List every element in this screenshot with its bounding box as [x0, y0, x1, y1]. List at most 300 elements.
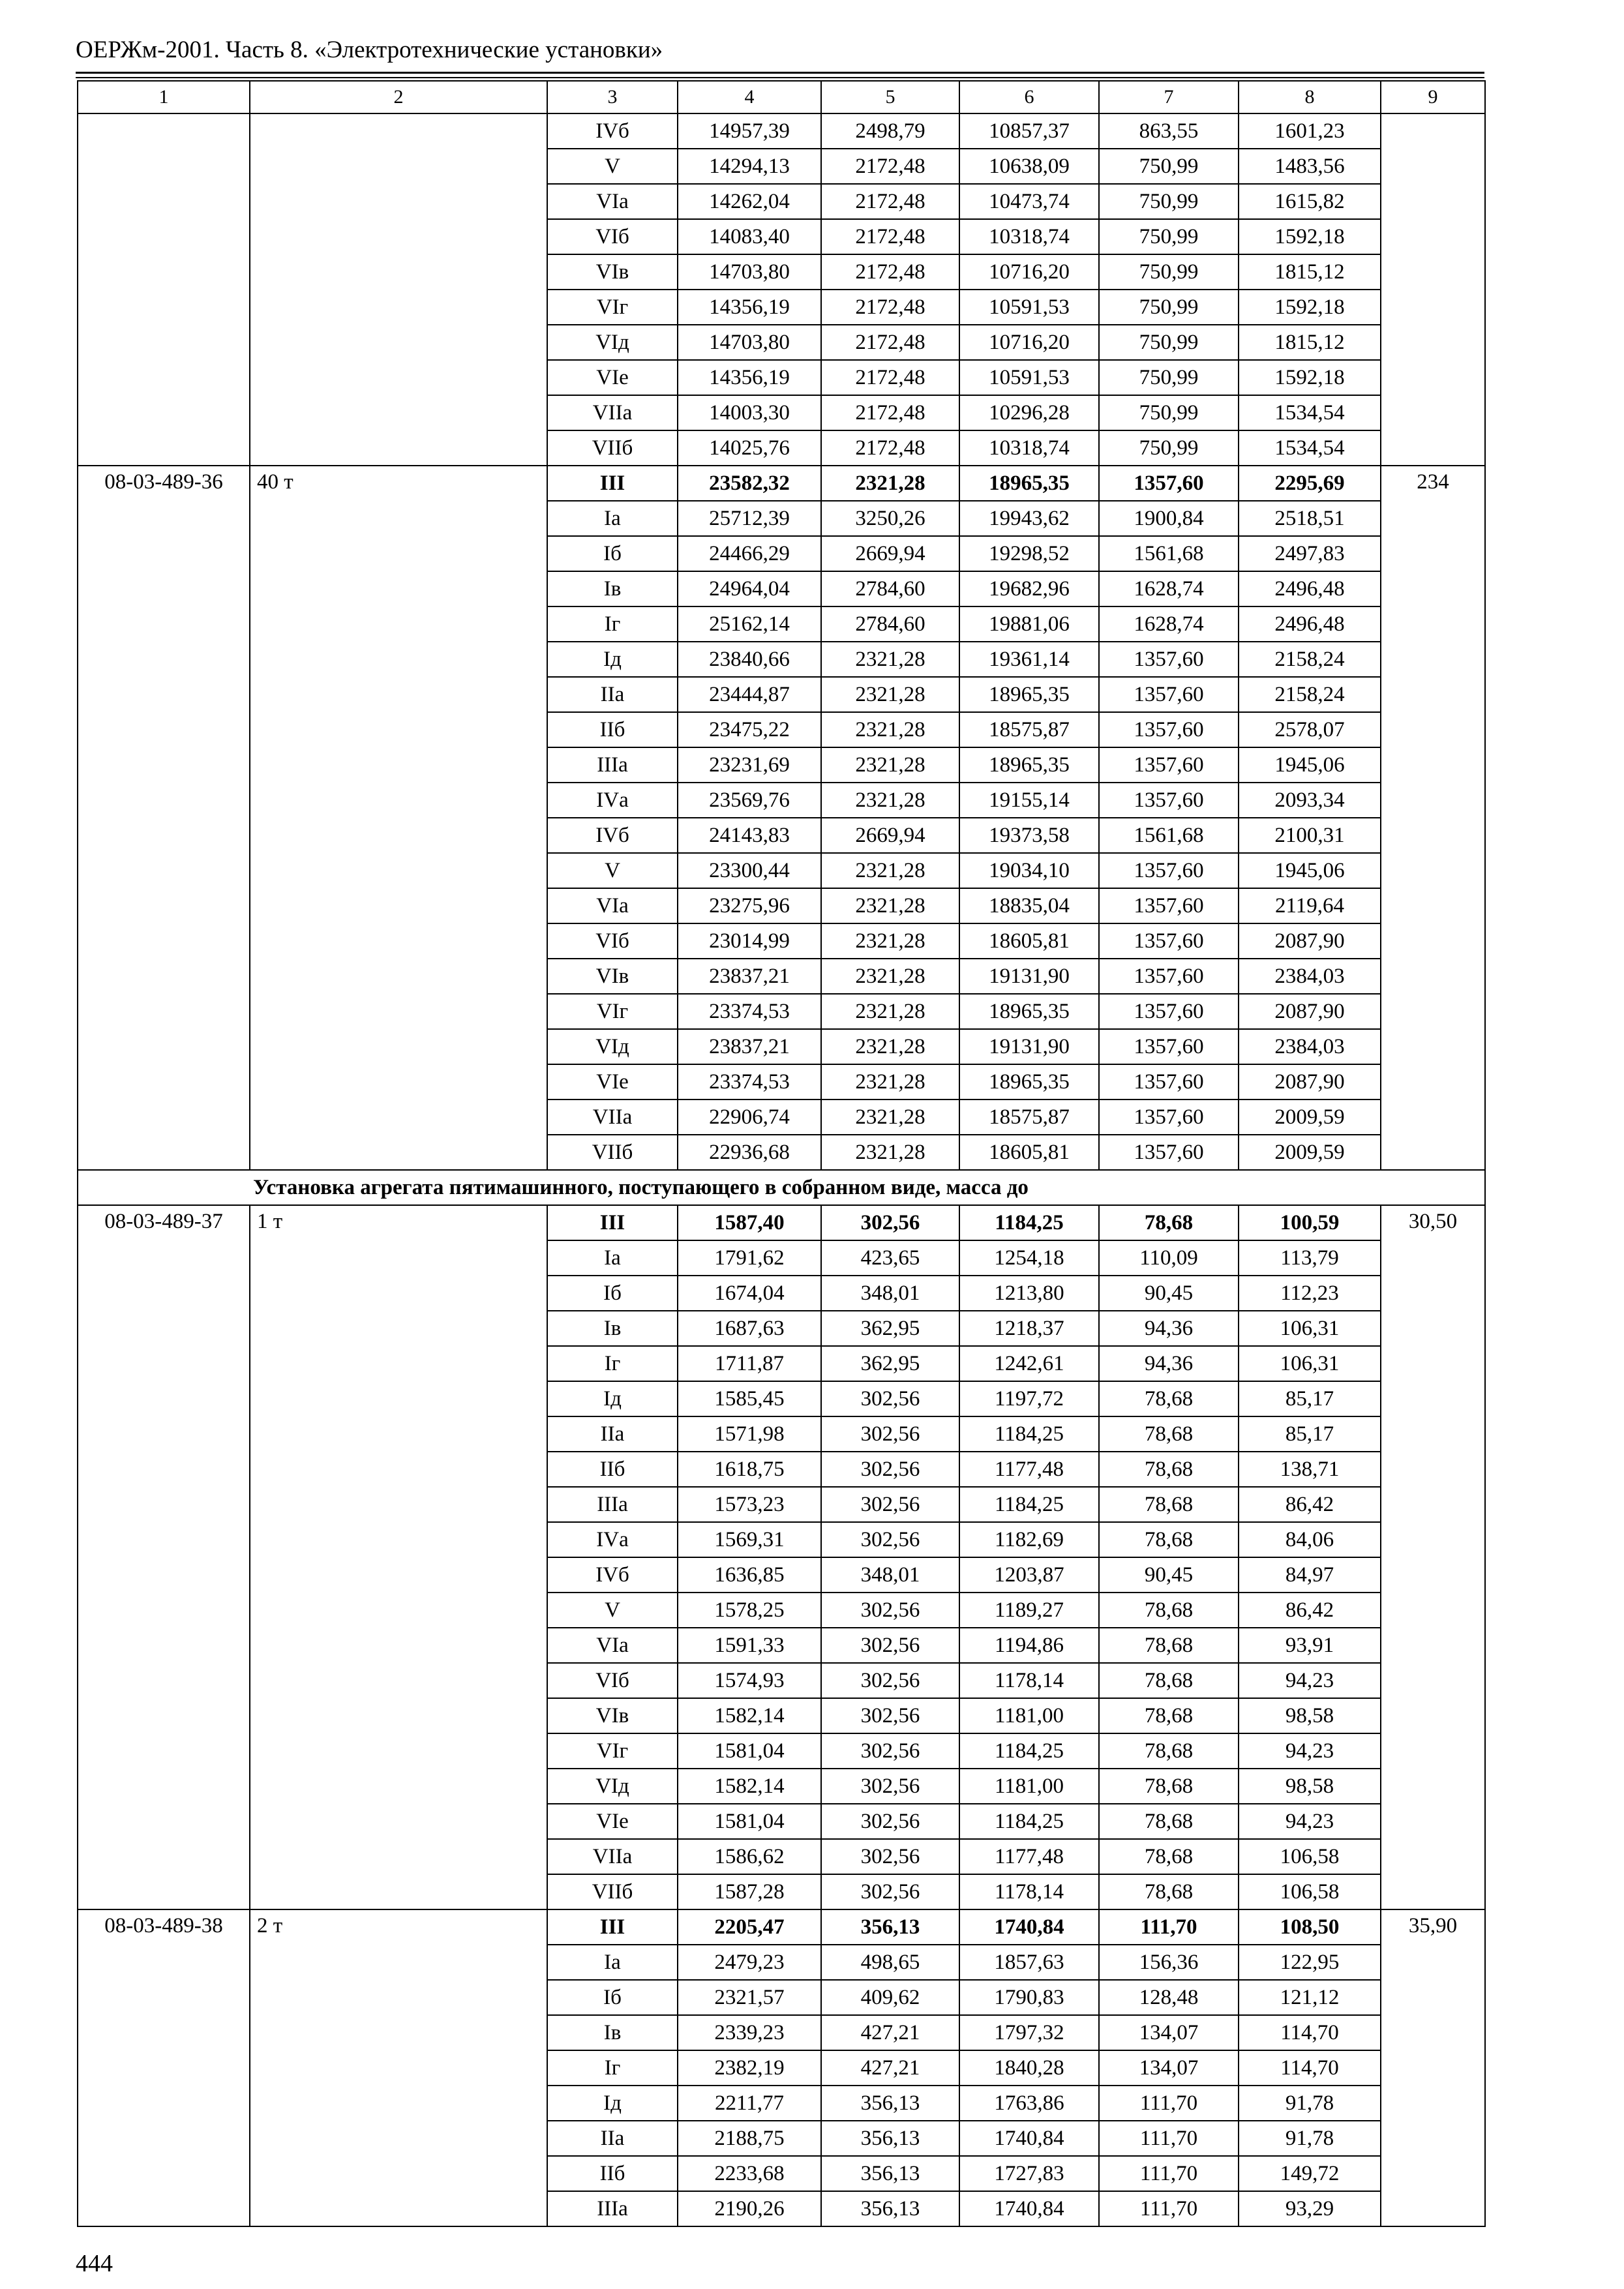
wages-cell: 348,01 — [821, 1557, 959, 1593]
column-number: 6 — [959, 81, 1099, 113]
materials-cost-cell: 86,42 — [1239, 1487, 1381, 1522]
machinist-wages-cell: 750,99 — [1099, 360, 1239, 395]
total-cost-cell: 24143,83 — [678, 818, 821, 853]
machinist-wages-cell: 78,68 — [1099, 1839, 1239, 1874]
wages-cell: 2784,60 — [821, 571, 959, 606]
machine-cost-cell: 1177,48 — [959, 1452, 1099, 1487]
zone-cell: Iд — [547, 2086, 678, 2121]
total-cost-cell: 14003,30 — [678, 395, 821, 430]
zone-cell: V — [547, 853, 678, 888]
zone-cell: VIв — [547, 959, 678, 994]
machinist-wages-cell: 1357,60 — [1099, 1135, 1239, 1170]
column-number: 7 — [1099, 81, 1239, 113]
materials-cost-cell: 1592,18 — [1239, 290, 1381, 325]
zone-cell: VIг — [547, 1733, 678, 1769]
machine-cost-cell: 1840,28 — [959, 2050, 1099, 2086]
wages-cell: 2321,28 — [821, 1064, 959, 1100]
wages-cell: 302,56 — [821, 1698, 959, 1733]
machine-cost-cell: 1184,25 — [959, 1804, 1099, 1839]
machinist-wages-cell: 78,68 — [1099, 1205, 1239, 1240]
wages-cell: 302,56 — [821, 1733, 959, 1769]
materials-cost-cell: 2158,24 — [1239, 642, 1381, 677]
total-cost-cell: 23231,69 — [678, 747, 821, 783]
wages-cell: 362,95 — [821, 1346, 959, 1381]
machinist-wages-cell: 78,68 — [1099, 1628, 1239, 1663]
total-cost-cell: 1585,45 — [678, 1381, 821, 1416]
total-cost-cell: 23837,21 — [678, 1029, 821, 1064]
wages-cell: 302,56 — [821, 1804, 959, 1839]
zone-cell: VIд — [547, 1769, 678, 1804]
machine-cost-cell: 1197,72 — [959, 1381, 1099, 1416]
materials-cost-cell: 112,23 — [1239, 1276, 1381, 1311]
wages-cell: 2321,28 — [821, 923, 959, 959]
table-body — [78, 81, 1485, 2226]
wages-cell: 302,56 — [821, 1452, 959, 1487]
zone-cell: Iб — [547, 536, 678, 571]
machine-cost-cell: 1184,25 — [959, 1416, 1099, 1452]
machinist-wages-cell: 94,36 — [1099, 1346, 1239, 1381]
materials-cost-cell: 85,17 — [1239, 1416, 1381, 1452]
materials-cost-cell: 2496,48 — [1239, 606, 1381, 642]
machinist-wages-cell: 863,55 — [1099, 113, 1239, 149]
materials-cost-cell: 100,59 — [1239, 1205, 1381, 1240]
total-cost-cell: 1711,87 — [678, 1346, 821, 1381]
zone-cell: VIб — [547, 1663, 678, 1698]
code-cell: 08-03-489-36 — [78, 466, 250, 1170]
zone-cell: VIа — [547, 888, 678, 923]
machine-cost-cell: 1177,48 — [959, 1839, 1099, 1874]
total-cost-cell: 22936,68 — [678, 1135, 821, 1170]
total-cost-cell: 1573,23 — [678, 1487, 821, 1522]
total-cost-cell: 1574,93 — [678, 1663, 821, 1698]
zone-cell: Iг — [547, 606, 678, 642]
total-cost-cell: 1636,85 — [678, 1557, 821, 1593]
zone-cell: Iг — [547, 2050, 678, 2086]
total-cost-cell: 23374,53 — [678, 994, 821, 1029]
machine-cost-cell: 1184,25 — [959, 1205, 1099, 1240]
wages-cell: 2321,28 — [821, 1135, 959, 1170]
materials-cost-cell: 2158,24 — [1239, 677, 1381, 712]
total-cost-cell: 14703,80 — [678, 254, 821, 290]
materials-cost-cell: 1534,54 — [1239, 395, 1381, 430]
total-cost-cell: 23475,22 — [678, 712, 821, 747]
table-row — [78, 113, 1485, 149]
materials-cost-cell: 2497,83 — [1239, 536, 1381, 571]
machinist-wages-cell: 1357,60 — [1099, 466, 1239, 501]
zone-cell: VIв — [547, 1698, 678, 1733]
machinist-wages-cell: 78,68 — [1099, 1733, 1239, 1769]
total-cost-cell: 23444,87 — [678, 677, 821, 712]
wages-cell: 3250,26 — [821, 501, 959, 536]
materials-cost-cell: 2087,90 — [1239, 1064, 1381, 1100]
zone-cell: IIб — [547, 1452, 678, 1487]
total-cost-cell: 1586,62 — [678, 1839, 821, 1874]
total-cost-cell: 23840,66 — [678, 642, 821, 677]
total-cost-cell: 23374,53 — [678, 1064, 821, 1100]
zone-cell: VIIа — [547, 395, 678, 430]
machine-cost-cell: 18965,35 — [959, 466, 1099, 501]
machinist-wages-cell: 1357,60 — [1099, 1100, 1239, 1135]
machine-cost-cell: 10716,20 — [959, 325, 1099, 360]
machine-cost-cell: 19131,90 — [959, 1029, 1099, 1064]
materials-cost-cell: 114,70 — [1239, 2015, 1381, 2050]
machine-cost-cell: 1213,80 — [959, 1276, 1099, 1311]
machine-cost-cell: 18965,35 — [959, 747, 1099, 783]
materials-cost-cell: 93,91 — [1239, 1628, 1381, 1663]
wages-cell: 2172,48 — [821, 360, 959, 395]
table-row — [78, 466, 1485, 501]
machine-cost-cell: 19682,96 — [959, 571, 1099, 606]
total-cost-cell: 2190,26 — [678, 2191, 821, 2226]
wages-cell: 302,56 — [821, 1874, 959, 1909]
machinist-wages-cell: 750,99 — [1099, 149, 1239, 184]
machine-cost-cell: 18965,35 — [959, 1064, 1099, 1100]
wages-cell: 2321,28 — [821, 642, 959, 677]
machine-cost-cell: 1184,25 — [959, 1733, 1099, 1769]
materials-cost-cell: 149,72 — [1239, 2156, 1381, 2191]
machine-cost-cell: 18605,81 — [959, 923, 1099, 959]
zone-cell: IVа — [547, 1522, 678, 1557]
machinist-wages-cell: 78,68 — [1099, 1381, 1239, 1416]
code-cell: 08-03-489-38 — [78, 1909, 250, 2226]
code-cell: 08-03-489-37 — [78, 1205, 250, 1909]
machine-cost-cell: 1203,87 — [959, 1557, 1099, 1593]
wages-cell: 302,56 — [821, 1522, 959, 1557]
machinist-wages-cell: 78,68 — [1099, 1874, 1239, 1909]
section-title: Установка агрегата пятимашинного, поступающего в собранном виде, масса до — [78, 1170, 1485, 1205]
wages-cell: 2172,48 — [821, 430, 959, 466]
price-table — [77, 80, 1486, 2227]
wages-cell: 356,13 — [821, 2191, 959, 2226]
section-row — [78, 1170, 1485, 1205]
total-cost-cell: 1587,40 — [678, 1205, 821, 1240]
machinist-wages-cell: 1357,60 — [1099, 923, 1239, 959]
document-header: ОЕРЖм-2001. Часть 8. «Электротехнические установки» — [76, 37, 663, 63]
zone-cell: Iа — [547, 501, 678, 536]
total-cost-cell: 14294,13 — [678, 149, 821, 184]
total-cost-cell: 23300,44 — [678, 853, 821, 888]
zone-cell: VIд — [547, 1029, 678, 1064]
machinist-wages-cell: 111,70 — [1099, 2086, 1239, 2121]
zone-cell: VIв — [547, 254, 678, 290]
materials-cost-cell: 94,23 — [1239, 1663, 1381, 1698]
total-cost-cell: 23275,96 — [678, 888, 821, 923]
materials-cost-cell: 85,17 — [1239, 1381, 1381, 1416]
wages-cell: 302,56 — [821, 1663, 959, 1698]
materials-cost-cell: 2295,69 — [1239, 466, 1381, 501]
zone-cell: VIе — [547, 1064, 678, 1100]
total-cost-cell: 1791,62 — [678, 1240, 821, 1276]
machine-cost-cell: 19131,90 — [959, 959, 1099, 994]
materials-cost-cell: 1615,82 — [1239, 184, 1381, 219]
zone-cell: VIд — [547, 325, 678, 360]
zone-cell: Iв — [547, 571, 678, 606]
wages-cell: 302,56 — [821, 1839, 959, 1874]
machine-cost-cell: 10716,20 — [959, 254, 1099, 290]
wages-cell: 2172,48 — [821, 325, 959, 360]
total-cost-cell: 2321,57 — [678, 1980, 821, 2015]
machinist-wages-cell: 156,36 — [1099, 1945, 1239, 1980]
wages-cell: 2172,48 — [821, 149, 959, 184]
materials-cost-cell: 1483,56 — [1239, 149, 1381, 184]
materials-cost-cell: 1592,18 — [1239, 219, 1381, 254]
machinist-wages-cell: 750,99 — [1099, 290, 1239, 325]
materials-cost-cell: 1592,18 — [1239, 360, 1381, 395]
machinist-wages-cell: 111,70 — [1099, 2156, 1239, 2191]
materials-cost-cell: 2009,59 — [1239, 1135, 1381, 1170]
machine-cost-cell: 1194,86 — [959, 1628, 1099, 1663]
wages-cell: 356,13 — [821, 2086, 959, 2121]
zone-cell: VIа — [547, 184, 678, 219]
machine-cost-cell: 1797,32 — [959, 2015, 1099, 2050]
zone-cell: VIIб — [547, 1135, 678, 1170]
zone-cell: Iд — [547, 642, 678, 677]
wages-cell: 2321,28 — [821, 747, 959, 783]
materials-cost-cell: 1945,06 — [1239, 747, 1381, 783]
zone-cell: VIIб — [547, 430, 678, 466]
machine-cost-cell: 1189,27 — [959, 1593, 1099, 1628]
name-cell: 40 т — [250, 466, 547, 1170]
machinist-wages-cell: 1357,60 — [1099, 747, 1239, 783]
machinist-wages-cell: 78,68 — [1099, 1452, 1239, 1487]
zone-cell: VIе — [547, 1804, 678, 1839]
total-cost-cell: 2205,47 — [678, 1909, 821, 1945]
machinist-wages-cell: 111,70 — [1099, 2121, 1239, 2156]
materials-cost-cell: 108,50 — [1239, 1909, 1381, 1945]
materials-cost-cell: 106,31 — [1239, 1346, 1381, 1381]
machinist-wages-cell: 750,99 — [1099, 184, 1239, 219]
machine-cost-cell: 19034,10 — [959, 853, 1099, 888]
wages-cell: 302,56 — [821, 1769, 959, 1804]
total-cost-cell: 2233,68 — [678, 2156, 821, 2191]
machine-cost-cell: 10591,53 — [959, 360, 1099, 395]
total-cost-cell: 2479,23 — [678, 1945, 821, 1980]
machinist-wages-cell: 750,99 — [1099, 395, 1239, 430]
name-cell — [250, 113, 547, 466]
wages-cell: 427,21 — [821, 2015, 959, 2050]
zone-cell: III — [547, 1909, 678, 1945]
machinist-wages-cell: 1357,60 — [1099, 1029, 1239, 1064]
zone-cell: Iв — [547, 2015, 678, 2050]
materials-cost-cell: 114,70 — [1239, 2050, 1381, 2086]
zone-cell: VIб — [547, 923, 678, 959]
machinist-wages-cell: 1357,60 — [1099, 994, 1239, 1029]
column-number: 3 — [547, 81, 678, 113]
extra-cell: 234 — [1381, 466, 1485, 1170]
zone-cell: Iв — [547, 1311, 678, 1346]
column-number: 8 — [1239, 81, 1381, 113]
total-cost-cell: 1687,63 — [678, 1311, 821, 1346]
materials-cost-cell: 2119,64 — [1239, 888, 1381, 923]
wages-cell: 2172,48 — [821, 395, 959, 430]
materials-cost-cell: 84,97 — [1239, 1557, 1381, 1593]
machinist-wages-cell: 78,68 — [1099, 1804, 1239, 1839]
wages-cell: 362,95 — [821, 1311, 959, 1346]
total-cost-cell: 1591,33 — [678, 1628, 821, 1663]
materials-cost-cell: 1534,54 — [1239, 430, 1381, 466]
zone-cell: VIе — [547, 360, 678, 395]
machine-cost-cell: 10473,74 — [959, 184, 1099, 219]
wages-cell: 2172,48 — [821, 219, 959, 254]
materials-cost-cell: 94,23 — [1239, 1733, 1381, 1769]
zone-cell: VIIа — [547, 1839, 678, 1874]
machinist-wages-cell: 90,45 — [1099, 1557, 1239, 1593]
materials-cost-cell: 2496,48 — [1239, 571, 1381, 606]
wages-cell: 302,56 — [821, 1381, 959, 1416]
total-cost-cell: 1618,75 — [678, 1452, 821, 1487]
machine-cost-cell: 1178,14 — [959, 1874, 1099, 1909]
machine-cost-cell: 10296,28 — [959, 395, 1099, 430]
machine-cost-cell: 1790,83 — [959, 1980, 1099, 2015]
machinist-wages-cell: 111,70 — [1099, 1909, 1239, 1945]
wages-cell: 2321,28 — [821, 994, 959, 1029]
materials-cost-cell: 2384,03 — [1239, 959, 1381, 994]
wages-cell: 2321,28 — [821, 888, 959, 923]
total-cost-cell: 23014,99 — [678, 923, 821, 959]
table-row — [78, 1205, 1485, 1240]
zone-cell: III — [547, 1205, 678, 1240]
machine-cost-cell: 10638,09 — [959, 149, 1099, 184]
machine-cost-cell: 18575,87 — [959, 1100, 1099, 1135]
name-cell: 1 т — [250, 1205, 547, 1909]
wages-cell: 2321,28 — [821, 1100, 959, 1135]
zone-cell: IVб — [547, 113, 678, 149]
machinist-wages-cell: 78,68 — [1099, 1416, 1239, 1452]
materials-cost-cell: 1815,12 — [1239, 325, 1381, 360]
zone-cell: IIа — [547, 677, 678, 712]
materials-cost-cell: 86,42 — [1239, 1593, 1381, 1628]
total-cost-cell: 14262,04 — [678, 184, 821, 219]
machinist-wages-cell: 1357,60 — [1099, 783, 1239, 818]
name-cell: 2 т — [250, 1909, 547, 2226]
wages-cell: 423,65 — [821, 1240, 959, 1276]
machine-cost-cell: 19298,52 — [959, 536, 1099, 571]
wages-cell: 356,13 — [821, 1909, 959, 1945]
wages-cell: 2669,94 — [821, 536, 959, 571]
materials-cost-cell: 1945,06 — [1239, 853, 1381, 888]
materials-cost-cell: 106,31 — [1239, 1311, 1381, 1346]
machine-cost-cell: 1740,84 — [959, 2121, 1099, 2156]
materials-cost-cell: 122,95 — [1239, 1945, 1381, 1980]
wages-cell: 302,56 — [821, 1416, 959, 1452]
machine-cost-cell: 1740,84 — [959, 2191, 1099, 2226]
zone-cell: IIа — [547, 1416, 678, 1452]
zone-cell: VIг — [547, 290, 678, 325]
machinist-wages-cell: 128,48 — [1099, 1980, 1239, 2015]
wages-cell: 302,56 — [821, 1628, 959, 1663]
machinist-wages-cell: 78,68 — [1099, 1663, 1239, 1698]
materials-cost-cell: 2093,34 — [1239, 783, 1381, 818]
total-cost-cell: 23837,21 — [678, 959, 821, 994]
machine-cost-cell: 10857,37 — [959, 113, 1099, 149]
wages-cell: 2321,28 — [821, 853, 959, 888]
zone-cell: IIб — [547, 712, 678, 747]
zone-cell: IVб — [547, 818, 678, 853]
code-cell — [78, 113, 250, 466]
machinist-wages-cell: 1357,60 — [1099, 888, 1239, 923]
materials-cost-cell: 2578,07 — [1239, 712, 1381, 747]
wages-cell: 409,62 — [821, 1980, 959, 2015]
machinist-wages-cell: 78,68 — [1099, 1522, 1239, 1557]
machine-cost-cell: 1181,00 — [959, 1698, 1099, 1733]
wages-cell: 302,56 — [821, 1205, 959, 1240]
materials-cost-cell: 121,12 — [1239, 1980, 1381, 2015]
machinist-wages-cell: 1628,74 — [1099, 606, 1239, 642]
total-cost-cell: 25162,14 — [678, 606, 821, 642]
total-cost-cell: 1569,31 — [678, 1522, 821, 1557]
wages-cell: 427,21 — [821, 2050, 959, 2086]
machinist-wages-cell: 1561,68 — [1099, 818, 1239, 853]
machinist-wages-cell: 134,07 — [1099, 2050, 1239, 2086]
header-rule — [76, 77, 1484, 78]
total-cost-cell: 14703,80 — [678, 325, 821, 360]
wages-cell: 498,65 — [821, 1945, 959, 1980]
materials-cost-cell: 1601,23 — [1239, 113, 1381, 149]
zone-cell: Iа — [547, 1945, 678, 1980]
wages-cell: 2321,28 — [821, 959, 959, 994]
header-rule — [76, 72, 1484, 74]
page-number: 444 — [76, 2250, 113, 2277]
zone-cell: Iг — [547, 1346, 678, 1381]
wages-cell: 2784,60 — [821, 606, 959, 642]
zone-cell: VIб — [547, 219, 678, 254]
machine-cost-cell: 18605,81 — [959, 1135, 1099, 1170]
machine-cost-cell: 18575,87 — [959, 712, 1099, 747]
machine-cost-cell: 19361,14 — [959, 642, 1099, 677]
materials-cost-cell: 1815,12 — [1239, 254, 1381, 290]
wages-cell: 356,13 — [821, 2121, 959, 2156]
total-cost-cell: 24964,04 — [678, 571, 821, 606]
column-number: 4 — [678, 81, 821, 113]
zone-cell: VIг — [547, 994, 678, 1029]
total-cost-cell: 1582,14 — [678, 1698, 821, 1733]
total-cost-cell: 1578,25 — [678, 1593, 821, 1628]
extra-cell: 35,90 — [1381, 1909, 1485, 2226]
machinist-wages-cell: 90,45 — [1099, 1276, 1239, 1311]
materials-cost-cell: 2087,90 — [1239, 994, 1381, 1029]
total-cost-cell: 14356,19 — [678, 290, 821, 325]
total-cost-cell: 24466,29 — [678, 536, 821, 571]
machine-cost-cell: 1727,83 — [959, 2156, 1099, 2191]
zone-cell: IVа — [547, 783, 678, 818]
materials-cost-cell: 2087,90 — [1239, 923, 1381, 959]
machine-cost-cell: 19881,06 — [959, 606, 1099, 642]
wages-cell: 2172,48 — [821, 184, 959, 219]
machine-cost-cell: 10591,53 — [959, 290, 1099, 325]
machinist-wages-cell: 78,68 — [1099, 1487, 1239, 1522]
materials-cost-cell: 138,71 — [1239, 1452, 1381, 1487]
zone-cell: IIIа — [547, 747, 678, 783]
materials-cost-cell: 94,23 — [1239, 1804, 1381, 1839]
total-cost-cell: 1587,28 — [678, 1874, 821, 1909]
wages-cell: 2321,28 — [821, 712, 959, 747]
machine-cost-cell: 18965,35 — [959, 994, 1099, 1029]
materials-cost-cell: 93,29 — [1239, 2191, 1381, 2226]
zone-cell: III — [547, 466, 678, 501]
materials-cost-cell: 2518,51 — [1239, 501, 1381, 536]
machinist-wages-cell: 110,09 — [1099, 1240, 1239, 1276]
zone-cell: IIб — [547, 2156, 678, 2191]
table-row — [78, 1909, 1485, 1945]
extra-cell — [1381, 113, 1485, 466]
materials-cost-cell: 91,78 — [1239, 2086, 1381, 2121]
machinist-wages-cell: 750,99 — [1099, 254, 1239, 290]
machinist-wages-cell: 111,70 — [1099, 2191, 1239, 2226]
machine-cost-cell: 19943,62 — [959, 501, 1099, 536]
machinist-wages-cell: 750,99 — [1099, 325, 1239, 360]
zone-cell: V — [547, 1593, 678, 1628]
materials-cost-cell: 84,06 — [1239, 1522, 1381, 1557]
